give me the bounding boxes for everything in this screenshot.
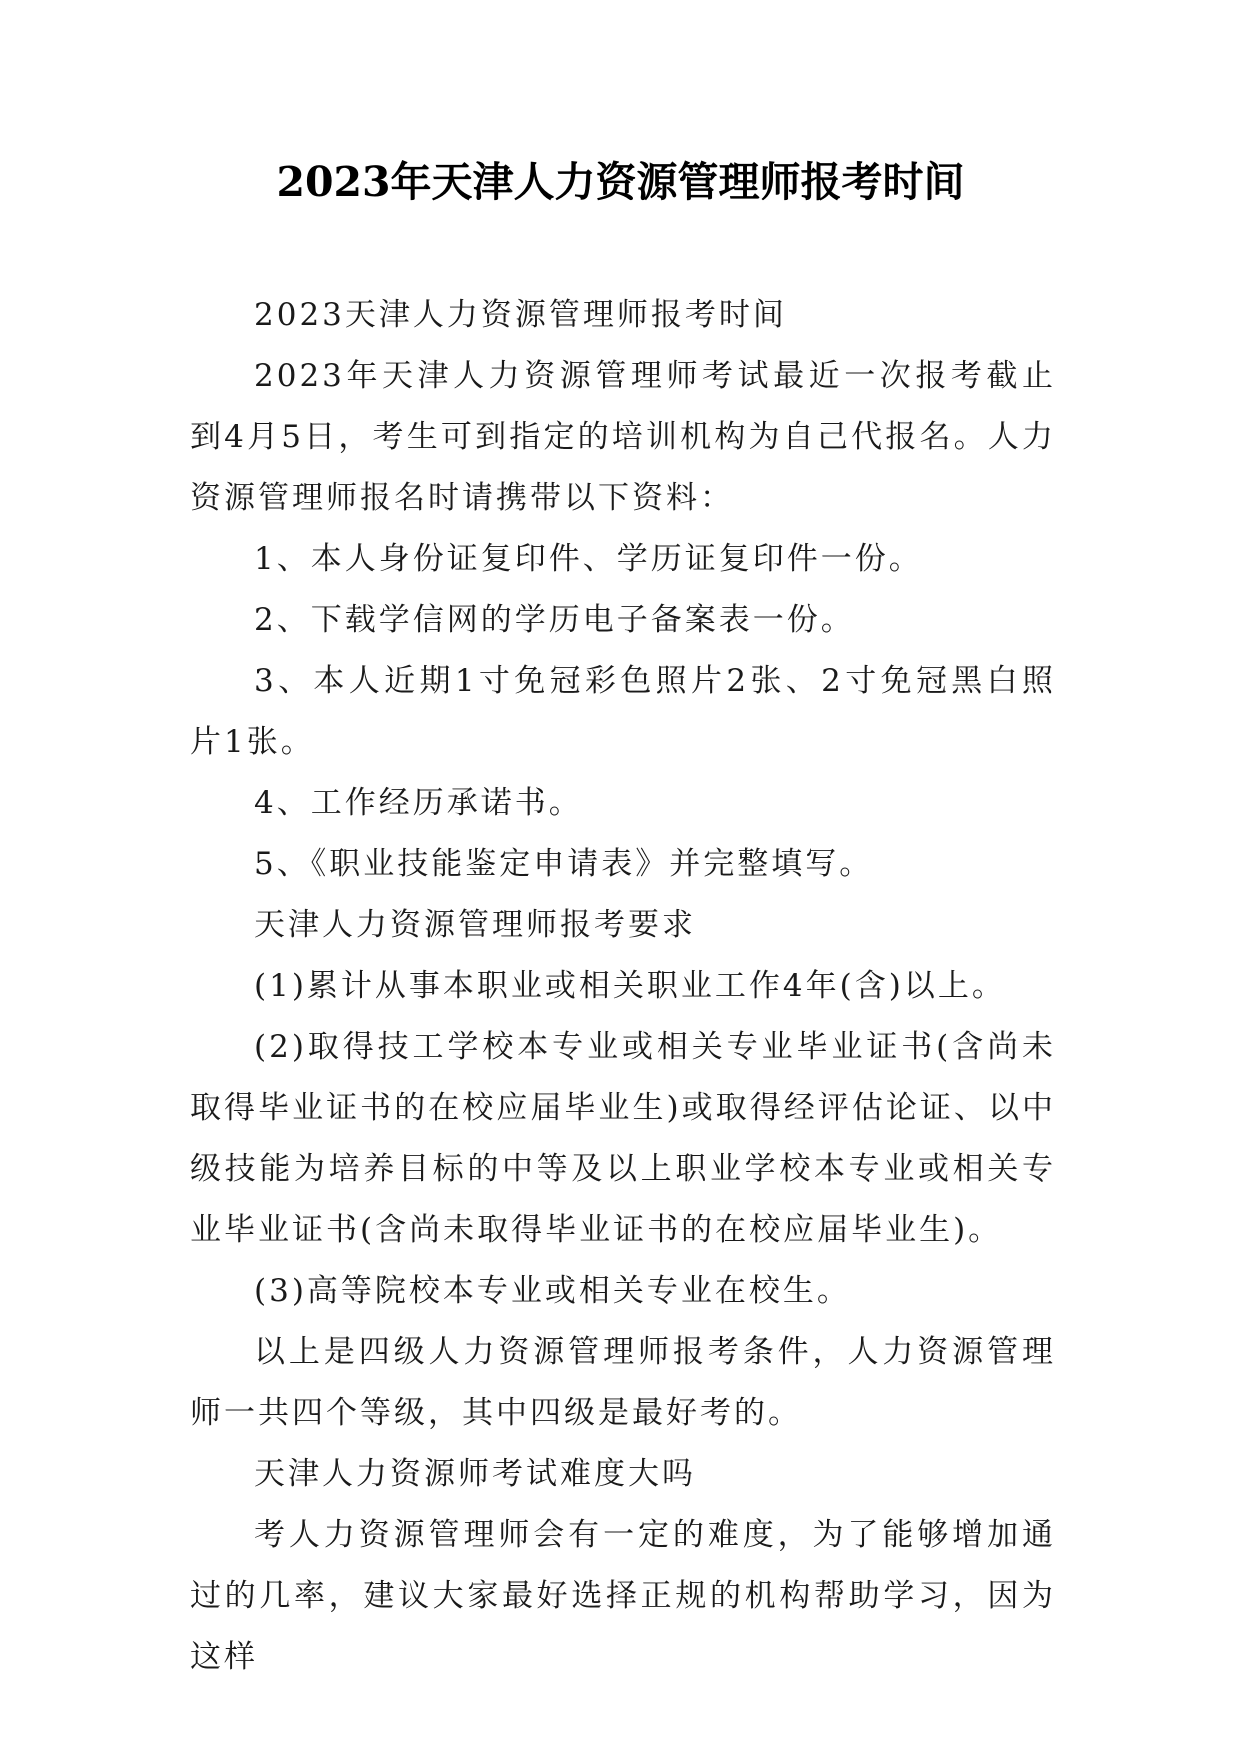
requirement-1: (1)累计从事本职业或相关职业工作4年(含)以上。 (254, 968, 1006, 1004)
section-heading-difficulty: 天津人力资源师考试难度大吗 (254, 1456, 696, 1492)
list-item-application-form: 5、《职业技能鉴定申请表》并完整填写。 (254, 846, 874, 882)
requirement-2: (2)取得技工学校本专业或相关专业毕业证书(含尚未取得毕业证书的在校应届毕业生)或取得经评估论证、以中级技能为培养目标的中等及以上职业学校本专业或相关专业毕业证书(含尚未取得毕业证书的在校应届毕业生)。 (190, 1029, 1056, 1248)
section-heading-requirements: 天津人力资源管理师报考要求 (254, 907, 696, 943)
paragraph-difficulty: 考人力资源管理师会有一定的难度，为了能够增加通过的几率，建议大家最好选择正规的机构帮助学习，因为这样 (190, 1517, 1056, 1675)
document-body (190, 285, 1056, 1688)
list-item-photos: 3、本人近期1寸免冠彩色照片2张、2寸免冠黑白照片1张。 (190, 663, 1056, 760)
list-item-id-copy: 1、本人身份证复印件、学历证复印件一份。 (254, 541, 923, 577)
list-item-work-pledge: 4、工作经历承诺书。 (254, 785, 583, 821)
paragraph-subtitle: 2023天津人力资源管理师报考时间 (254, 297, 787, 333)
requirement-3: (3)高等院校本专业或相关专业在校生。 (254, 1273, 851, 1309)
paragraph-levels-summary: 以上是四级人力资源管理师报考条件，人力资源管理师一共四个等级，其中四级是最好考的。 (190, 1334, 1056, 1431)
document-title: 2023年天津人力资源管理师报考时间 (276, 158, 965, 206)
list-item-xuexin-record: 2、下载学信网的学历电子备案表一份。 (254, 602, 855, 638)
paragraph-deadline: 2023年天津人力资源管理师考试最近一次报考截止到4月5日，考生可到指定的培训机构为自己代报名。人力资源管理师报名时请携带以下资料： (190, 358, 1056, 516)
